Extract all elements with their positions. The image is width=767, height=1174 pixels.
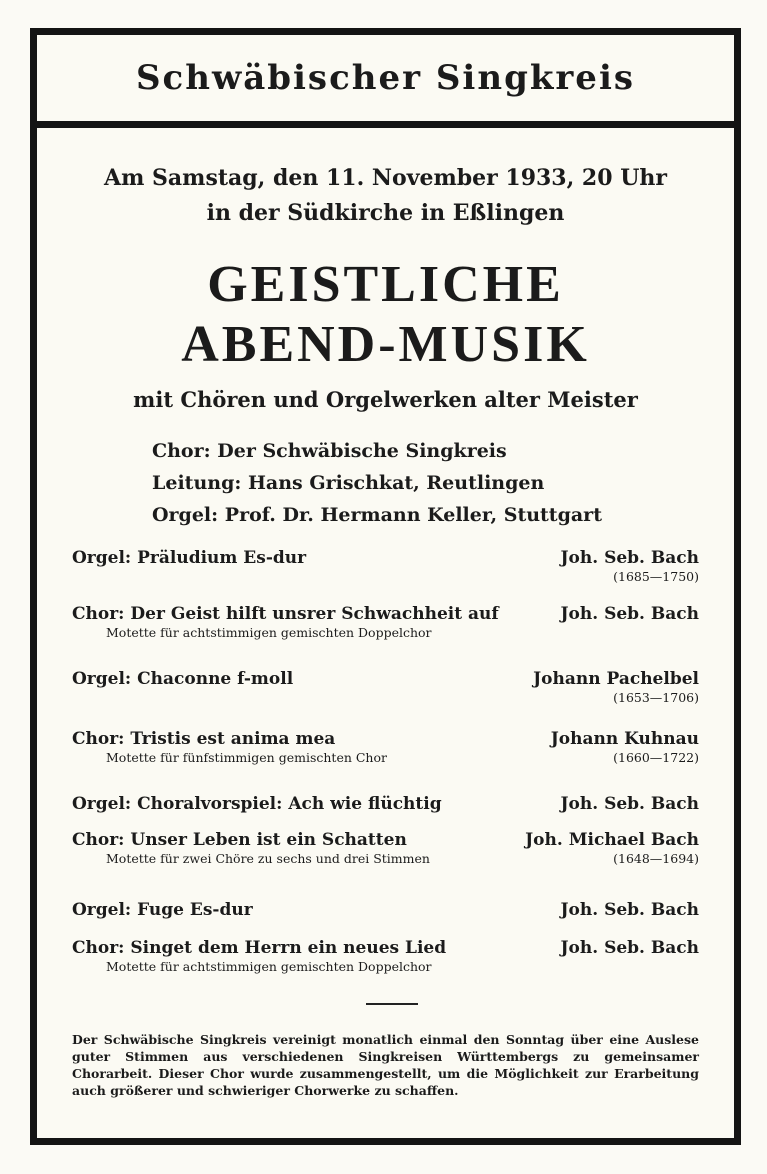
performer-line: Orgel: Prof. Dr. Hermann Keller, Stuttgart <box>152 504 602 526</box>
program-description: Motette für achtstimmigen gemischten Doppelchor <box>106 959 432 974</box>
program-piece: Chor: Unser Leben ist ein Schatten <box>72 830 407 850</box>
program-description <box>72 569 106 584</box>
program-description: Motette für achtstimmigen gemischten Doppelchor <box>106 625 432 640</box>
program-composer: Joh. Seb. Bach <box>560 938 699 958</box>
performer-line: Chor: Der Schwäbische Singkreis <box>152 440 507 462</box>
program-description: Motette für fünfstimmigen gemischten Chor <box>106 750 387 765</box>
program-piece: Orgel: Chaconne f-moll <box>72 669 294 689</box>
program-composer: Joh. Michael Bach <box>525 830 699 850</box>
program-item <box>72 938 699 974</box>
performer-line: Leitung: Hans Grischkat, Reutlingen <box>152 472 545 494</box>
event-place: in der Südkirche in Eßlingen <box>206 200 565 226</box>
poster-frame <box>30 28 741 1145</box>
title-bar <box>37 35 734 128</box>
program-composer: Joh. Seb. Bach <box>560 604 699 624</box>
program-item <box>72 669 699 705</box>
program-piece: Orgel: Choralvorspiel: Ach wie flüchtig <box>72 794 442 814</box>
program-item <box>72 794 699 815</box>
poster-title: Schwäbischer Singkreis <box>135 58 636 98</box>
event-title-line-1: GEISTLICHE <box>207 256 564 313</box>
program-composer: Joh. Seb. Bach <box>560 900 699 920</box>
event-subtitle: mit Chören und Orgelwerken alter Meister <box>133 387 638 412</box>
program-years: (1648—1694) <box>613 851 699 866</box>
program-item <box>72 604 699 640</box>
section-divider <box>366 1003 418 1005</box>
program-composer: Johann Kuhnau <box>550 729 699 749</box>
program-composer: Joh. Seb. Bach <box>560 548 699 568</box>
event-title-line-2: ABEND-MUSIK <box>181 316 590 373</box>
program-piece: Chor: Der Geist hilft unsrer Schwachheit auf <box>72 604 499 624</box>
event-date: Am Samstag, den 11. November 1933, 20 Uhr <box>104 165 667 191</box>
program-description <box>72 690 106 705</box>
program-item <box>72 548 699 584</box>
program-years: (1653—1706) <box>613 690 699 705</box>
footnote-text: Der Schwäbische Singkreis vereinigt monatlich einmal den Sonntag über eine Auslese guter Stimmen aus verschiedenen Singkreisen Württembergs zu gemeinsamer Chorarbeit. Dieser Chor wurde zusammengestellt, um die Möglichkeit zur Erarbeitung auch größerer und schwieriger Chorwerke zu schaffen. <box>72 1032 699 1098</box>
program-composer: Joh. Seb. Bach <box>560 794 699 814</box>
program-piece: Chor: Singet dem Herrn ein neues Lied <box>72 938 447 958</box>
program-piece: Chor: Tristis est anima mea <box>72 729 336 749</box>
program-description: Motette für zwei Chöre zu sechs und drei Stimmen <box>106 851 430 866</box>
program-item <box>72 830 699 866</box>
program-item <box>72 729 699 765</box>
program-years: (1660—1722) <box>613 750 699 765</box>
program-item <box>72 900 699 921</box>
program-piece: Orgel: Präludium Es-dur <box>72 548 307 568</box>
program-composer: Johann Pachelbel <box>533 669 699 689</box>
program-years: (1685—1750) <box>613 569 699 584</box>
program-piece: Orgel: Fuge Es-dur <box>72 900 253 920</box>
